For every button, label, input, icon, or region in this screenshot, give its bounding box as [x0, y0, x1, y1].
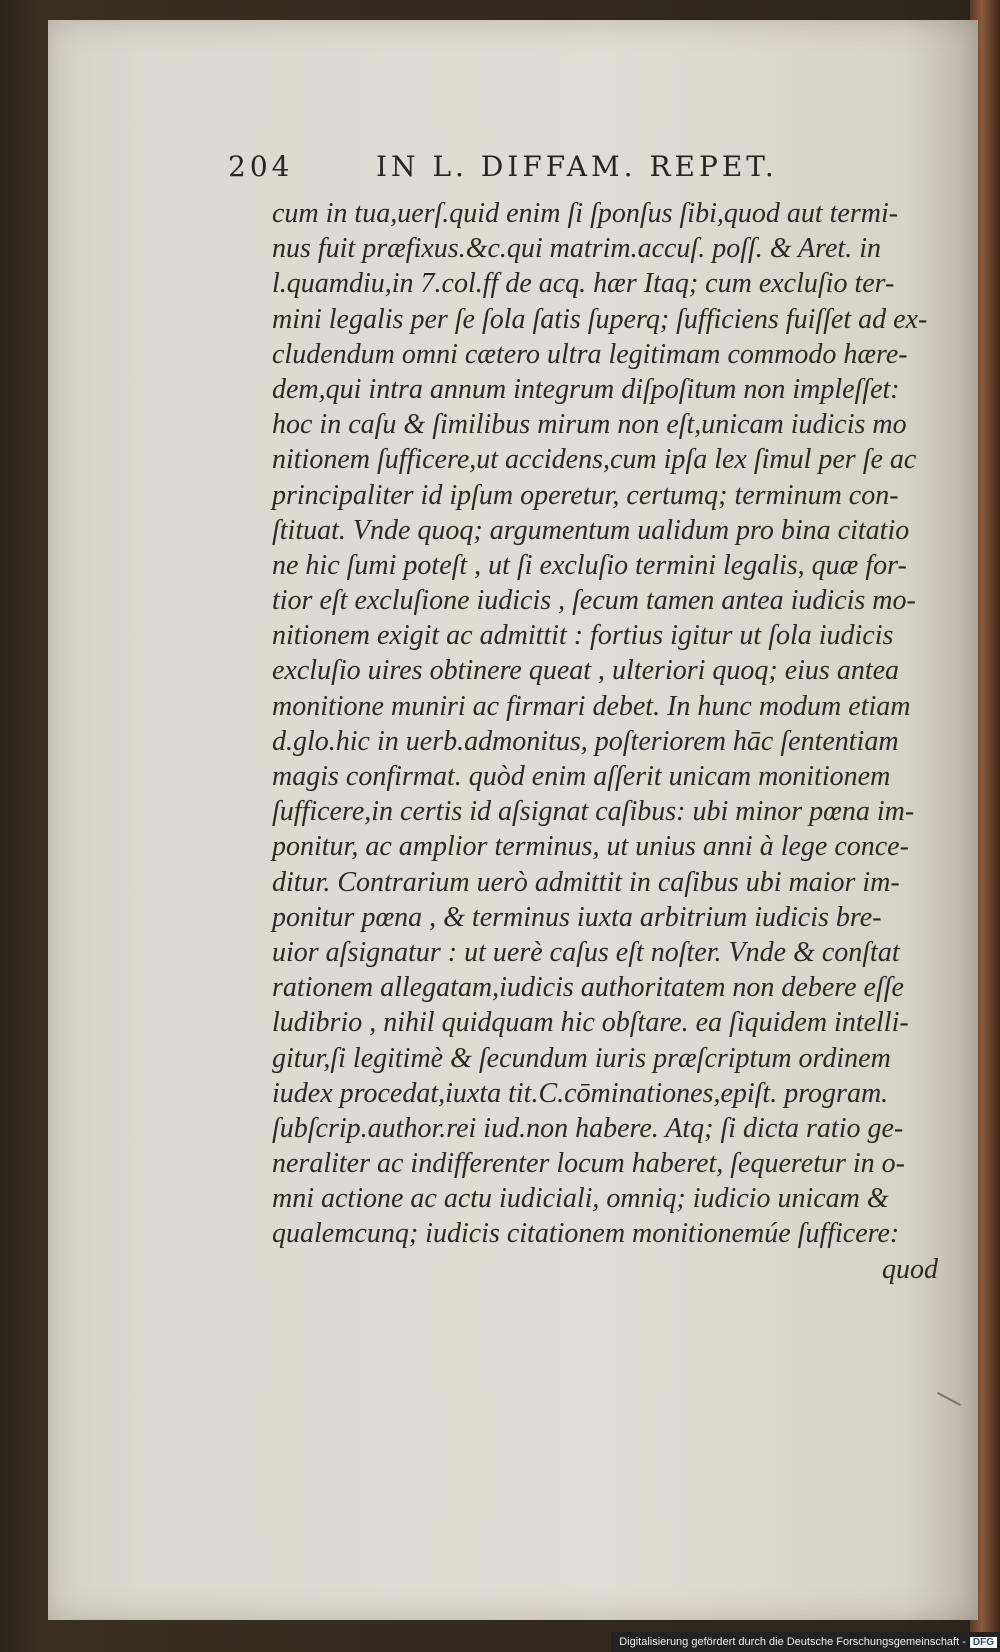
running-title: IN L. DIFFAM. REPET. — [376, 150, 778, 183]
text-line: neraliter ac indifferenter locum haberet, ſequeretur in o- — [272, 1148, 905, 1180]
text-line: gitur,ſi legitimè & ſecundum iuris præſcriptum ordinem — [272, 1042, 891, 1074]
text-line: rationem allegatam,iudicis authoritatem non debere eſſe — [272, 972, 904, 1004]
footer-text: Digitalisierung gefördert durch die Deutsche Forschungsgemeinschaft - — [619, 1636, 966, 1648]
text-line: ſtituat. Vnde quoq; argumentum ualidum pro bina citatio — [272, 514, 910, 546]
text-line: hoc in caſu & ſimilibus mirum non eſt,unicam iudicis mo — [272, 409, 907, 441]
dfg-logo: DFG — [970, 1637, 997, 1648]
text-line: monitione muniri ac firmari debet. In hunc modum etiam — [272, 690, 911, 722]
main-text — [272, 196, 940, 1287]
text-line: ditur. Contrarium uerò admittit in caſibus ubi maior im- — [272, 866, 900, 898]
text-line: cludendum omni cætero ultra legitimam commodo hære- — [272, 338, 908, 370]
text-line: d.glo.hic in uerb.admonitus, poſteriorem hāc ſententiam — [272, 725, 899, 757]
text-line: ponitur pœna , & terminus iuxta arbitrium iudicis bre- — [272, 901, 882, 933]
text-line: uior aſsignatur : ut uerè caſus eſt noſter. Vnde & conſtat — [272, 936, 900, 968]
text-line: l.quamdiu,in 7.col.ff de acq. hær Itaq; cum excluſio ter- — [272, 268, 895, 300]
page-number: 204 — [228, 150, 294, 183]
text-line: principaliter id ipſum operetur, certumq; terminum con- — [272, 479, 899, 511]
digitization-footer — [611, 1632, 1000, 1652]
text-line: nus fuit præfixus.&c.qui matrim.accuſ. poſſ. & Aret. in — [272, 233, 881, 265]
text-line: ſubſcrip.author.rei iud.non habere. Atq; ſi dicta ratio ge- — [272, 1112, 904, 1144]
text-line: iudex procedat,iuxta tit.C.cōminationes,epiſt. program. — [272, 1077, 889, 1109]
text-line: ſufficere,in certis id aſsignat caſibus: ubi minor pœna im- — [272, 796, 915, 828]
text-line: ponitur, ac amplior terminus, ut unius anni à lege conce- — [272, 831, 909, 863]
text-line: nitionem ſufficere,ut accidens,cum ipſa lex ſimul per ſe ac — [272, 444, 917, 476]
text-line: tior eſt excluſione iudicis , ſecum tamen antea iudicis mo- — [272, 585, 916, 617]
text-line: qualemcunq; iudicis citationem monitionemúe ſufficere: — [272, 1218, 900, 1250]
text-line: magis confirmat. quòd enim aſſerit unicam monitionem — [272, 761, 891, 792]
text-line: mini legalis per ſe ſola ſatis ſuperq; ſufficiens fuiſſet ad ex- — [272, 303, 928, 335]
text-line: ludibrio , nihil quidquam hic obſtare. ea ſiquidem intelli- — [272, 1007, 909, 1039]
catchword: quod — [882, 1253, 938, 1285]
text-line: cum in tua,uerſ.quid enim ſi ſponſus ſibi,quod aut termi- — [272, 198, 899, 229]
text-line: ne hic ſumi poteſt , ut ſi excluſio termini legalis, quæ for- — [272, 549, 907, 581]
page-header — [228, 150, 878, 190]
text-line: excluſio uires obtinere queat , ulteriori quoq; eius antea — [272, 655, 900, 687]
text-line: nitionem exigit ac admittit : fortius igitur ut ſola iudicis — [272, 620, 894, 652]
text-line: dem,qui intra annum integrum diſpoſitum non impleſſet: — [272, 373, 900, 405]
text-line: mni actione ac actu iudiciali, omniq; iudicio unicam & — [272, 1183, 889, 1215]
